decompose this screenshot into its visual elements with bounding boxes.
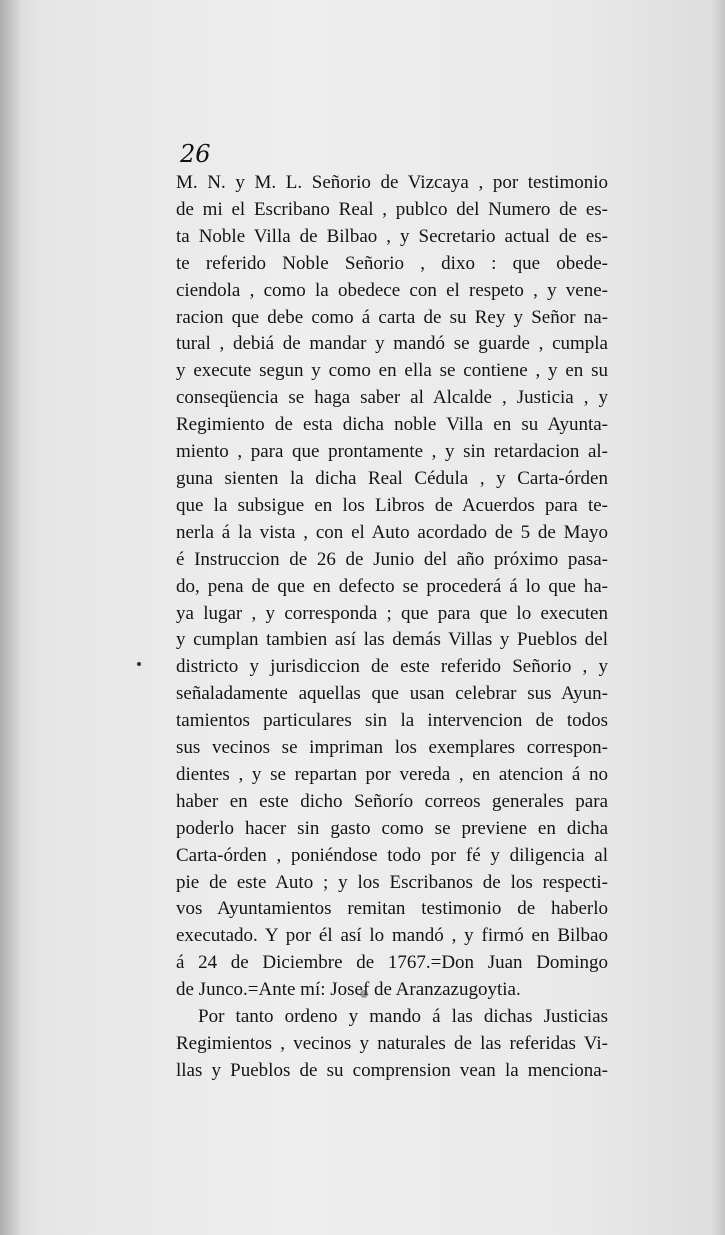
- text-line: M. N. y M. L. Señorio de Vizcaya , por testimonio: [176, 172, 608, 193]
- text-line: ya lugar , y corresponda ; que para que lo executen: [176, 602, 608, 624]
- text-line: nerla á la vista , con el Auto acordado de 5 de Mayo: [176, 521, 608, 543]
- body-text: [176, 170, 608, 1085]
- text-line: executado. Y por él así lo mandó , y firmó en Bilbao: [176, 925, 608, 947]
- text-line: Regimiento de esta dicha noble Villa en su Ayunta-: [176, 414, 608, 436]
- text-line: llas y Pueblos de su comprension vean la menciona-: [176, 1059, 608, 1081]
- text-line: districto y jurisdiccion de este referido Señorio , y: [176, 656, 608, 678]
- text-line: pie de este Auto ; y los Escribanos de los respecti-: [176, 871, 608, 893]
- text-line: y cumplan tambien así las demás Villas y Pueblos del: [176, 629, 608, 651]
- text-line: de mi el Escribano Real , publco del Numero de es-: [176, 198, 608, 220]
- ink-smudge: [360, 990, 368, 998]
- page-edge-shadow: [0, 0, 22, 1235]
- text-line: Carta-órden , poniéndose todo por fé y diligencia al: [176, 844, 608, 866]
- text-line: miento , para que prontamente , y sin retardacion al-: [176, 441, 608, 463]
- text-line: haber en este dicho Señorío correos generales para: [176, 790, 608, 812]
- page-number: 26: [180, 140, 211, 168]
- text-line: ciendola , como la obedece con el respeto , y vene-: [176, 279, 608, 301]
- text-line: y execute segun y como en ella se contiene , y en su: [176, 360, 608, 382]
- text-line: racion que debe como á carta de su Rey y Señor na-: [176, 306, 608, 328]
- text-line: é Instruccion de 26 de Junio del año próximo pasa-: [176, 548, 608, 570]
- text-line: sus vecinos se impriman los exemplares correspon-: [176, 737, 608, 759]
- text-line: vos Ayuntamientos remitan testimonio de haberlo: [176, 898, 608, 920]
- text-line: te referido Noble Señorio , dixo : que obede-: [176, 252, 608, 274]
- text-line: conseqüencia se haga saber al Alcalde , Justicia , y: [176, 387, 608, 409]
- text-line: ta Noble Villa de Bilbao , y Secretario actual de es-: [176, 225, 608, 247]
- text-line: señaladamente aquellas que usan celebrar sus Ayun-: [176, 683, 608, 705]
- text-line: tamientos particulares sin la intervencion de todos: [176, 710, 608, 732]
- text-line: á 24 de Diciembre de 1767.=Don Juan Domingo: [176, 952, 608, 974]
- text-line: dientes , y se repartan por vereda , en atencion á no: [176, 763, 608, 785]
- text-line: que la subsigue en los Libros de Acuerdos para te-: [176, 494, 608, 516]
- text-line: de Junco.=Ante mí: Josef de Aranzazugoytia.: [176, 979, 521, 1001]
- text-line: tural , debiá de mandar y mandó se guarde , cumpla: [176, 333, 608, 355]
- page-edge-shadow-right: [711, 0, 725, 1235]
- text-line: guna sienten la dicha Real Cédula , y Carta-órden: [176, 467, 608, 489]
- text-line: do, pena de que en defecto se procederá á lo que ha-: [176, 575, 608, 597]
- paragraph-first-line: Por tanto ordeno y mando á las dichas Justicias: [198, 1006, 608, 1028]
- text-line: poderlo hacer sin gasto como se previene en dicha: [176, 817, 608, 839]
- text-line: Regimientos , vecinos y naturales de las referidas Vi-: [176, 1033, 608, 1054]
- margin-ink-dot: [137, 662, 141, 666]
